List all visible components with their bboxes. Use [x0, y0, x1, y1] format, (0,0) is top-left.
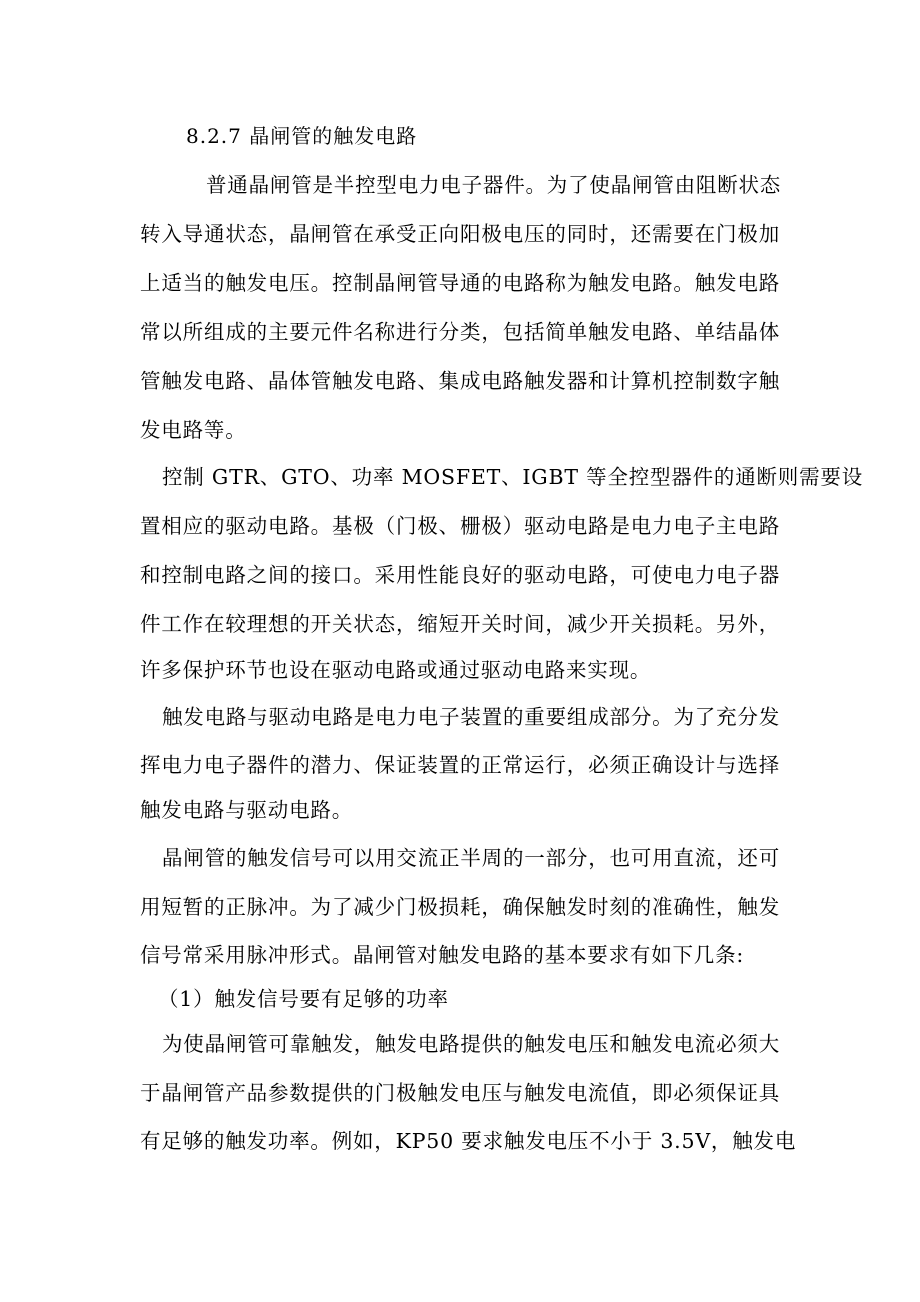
paragraph-2-line-1: 控制 GTR、GTO、功率 MOSFET、IGBT 等全控型器件的通断则需要设: [162, 465, 864, 489]
paragraph-2-line-4: 件工作在较理想的开关状态，缩短开关时间，减少开关损耗。另外，: [140, 612, 780, 636]
paragraph-6-line-1: 为使晶闸管可靠触发，触发电路提供的触发电压和触发电流必须大: [162, 1032, 780, 1056]
paragraph-2-line-5: 许多保护环节也设在驱动电路或通过驱动电路来实现。: [140, 658, 652, 682]
paragraph-1-line-3: 上适当的触发电压。控制晶闸管导通的电路称为触发电路。触发电路: [140, 271, 780, 295]
paragraph-1-line-4: 常以所组成的主要元件名称进行分类，包括简单触发电路、单结晶体: [140, 320, 780, 344]
paragraph-4-line-1: 晶闸管的触发信号可以用交流正半周的一部分，也可用直流，还可: [162, 846, 780, 870]
paragraph-1-line-6: 发电路等。: [140, 418, 247, 442]
paragraph-2-line-2: 置相应的驱动电路。基极（门极、栅极）驱动电路是电力电子主电路: [140, 514, 780, 538]
paragraph-6-line-3: 有足够的触发功率。例如，KP50 要求触发电压不小于 3.5V，触发电: [140, 1129, 797, 1153]
paragraph-6-line-2: 于晶闸管产品参数提供的门极触发电压与触发电流值，即必须保证具: [140, 1081, 780, 1105]
paragraph-3-line-2: 挥电力电子器件的潜力、保证装置的正常运行，必须正确设计与选择: [140, 753, 780, 777]
section-heading: 8.2.7 晶闸管的触发电路: [186, 124, 418, 148]
paragraph-3-line-3: 触发电路与驱动电路。: [140, 798, 353, 822]
paragraph-1-line-1: 普通晶闸管是半控型电力电子器件。为了使晶闸管由阻断状态: [206, 173, 782, 197]
paragraph-3-line-1: 触发电路与驱动电路是电力电子装置的重要组成部分。为了充分发: [162, 705, 780, 729]
paragraph-1-line-5: 管触发电路、晶体管触发电路、集成电路触发器和计算机控制数字触: [140, 369, 780, 393]
subheading-trigger-power: （1）触发信号要有足够的功率: [158, 987, 449, 1011]
paragraph-4-line-2: 用短暂的正脉冲。为了减少门极损耗，确保触发时刻的准确性，触发: [140, 895, 780, 919]
paragraph-1-line-2: 转入导通状态，晶闸管在承受正向阳极电压的同时，还需要在门极加: [140, 222, 780, 246]
paragraph-2-line-3: 和控制电路之间的接口。采用性能良好的驱动电路，可使电力电子器: [140, 563, 780, 587]
paragraph-4-line-3: 信号常采用脉冲形式。晶闸管对触发电路的基本要求有如下几条:: [140, 943, 745, 967]
